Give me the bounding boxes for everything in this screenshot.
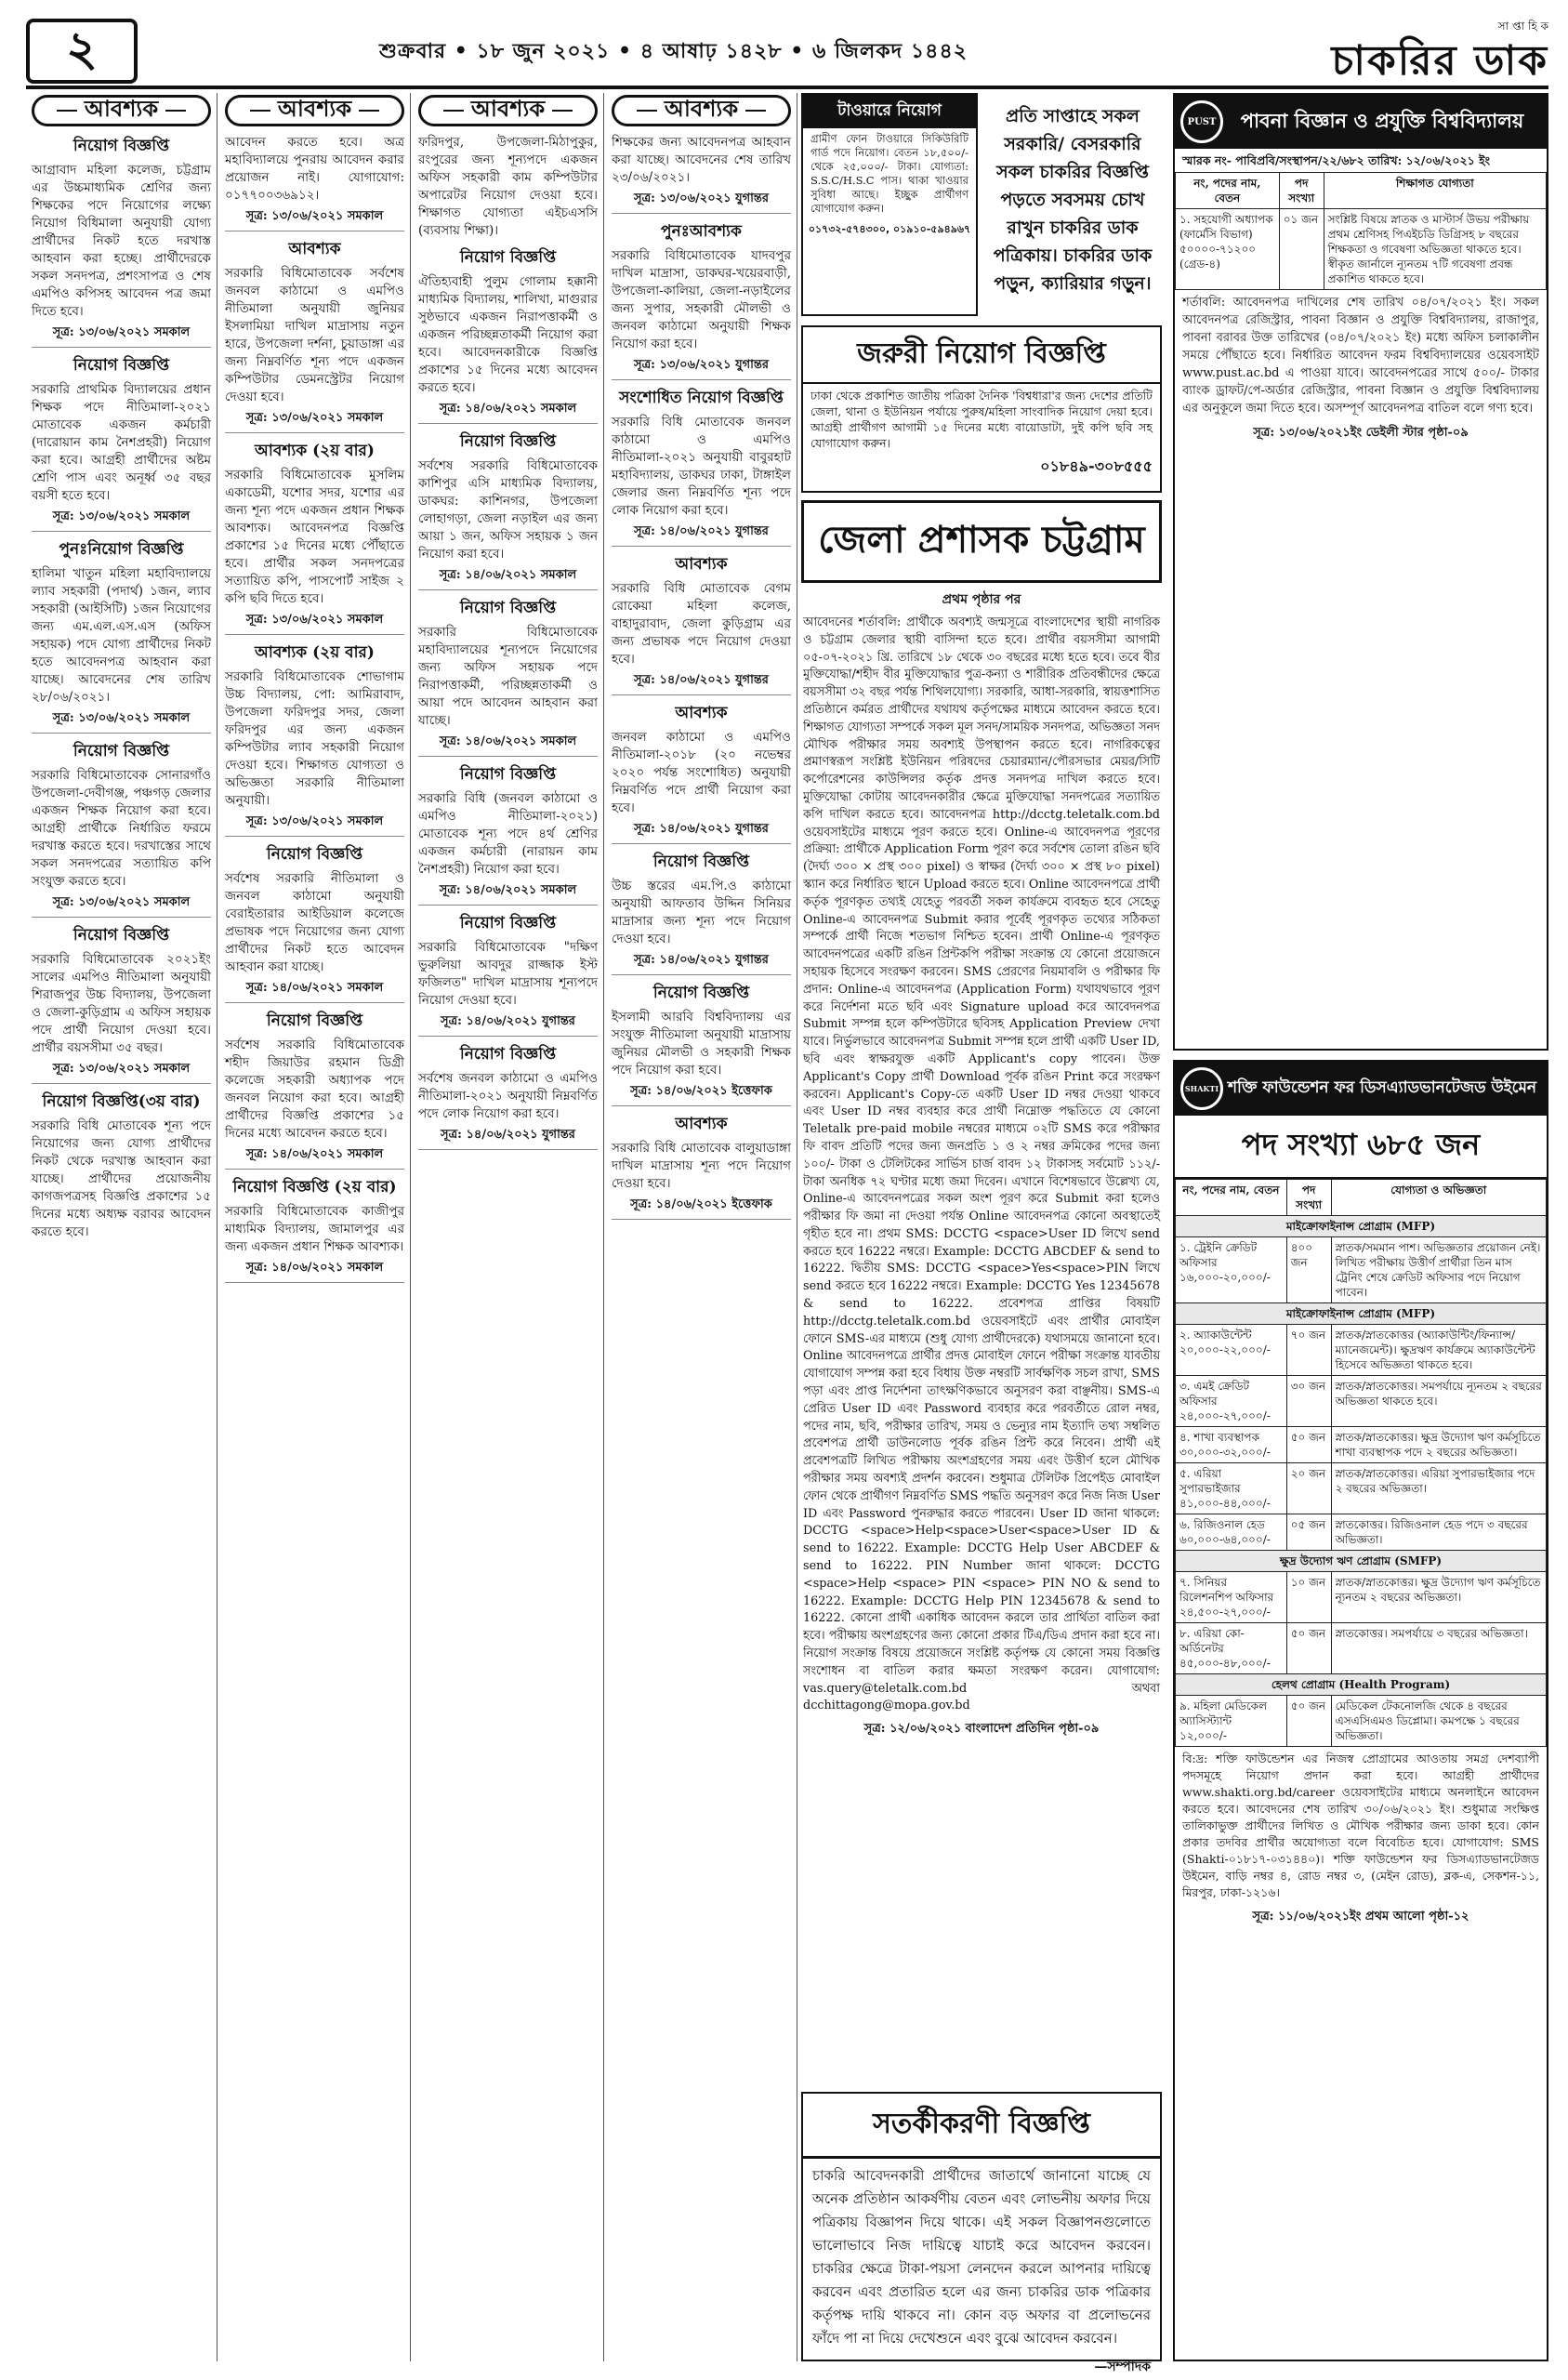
masthead-rule bbox=[26, 86, 1548, 89]
urgent-body: ঢাকা থেকে প্রকাশিত জাতীয় পত্রিকা দৈনিক 'বিশ্বধারা'র জন্য দেশের প্রতিটি জেলা, থানা ও ইউনিয়ন পর্যায়ে পুরুষ/মহিলা সাংবাদিক নিয়োগ দেয়া হবে। আগ্রহী প্রার্থীগণ আগামী ১৫ দিনের মধ্যে বায়োডাটা, দুই কপি ছবি সহ যোগাযোগ করুন। bbox=[810, 389, 1153, 450]
column-notices bbox=[225, 134, 404, 1283]
post-cell: ৫. এরিয়া সুপারভাইজার ৪১,০০০-৪৪,০০০/- bbox=[1176, 1463, 1287, 1514]
classified-notice bbox=[32, 1090, 211, 1241]
classified-notice bbox=[612, 552, 791, 695]
notice-title: আবশ্যক bbox=[675, 1115, 728, 1133]
notice-body: সরকারি বিধিমোতাবেক কাজীপুর মাধ্যমিক বিদ্যালয়, জামালপুর এর জন্য একজন প্রধান শিক্ষক আবশ্যক। bbox=[225, 1204, 404, 1254]
qualification-cell: সংশ্লিষ্ট বিষয়ে স্নাতক ও মাস্টার্স উভয় পরীক্ষায় প্রথম শ্রেণিসহ পিএইচডি ডিগ্রিসহ ৮ বছরের শিক্ষকতা ও গবেষণা অভিজ্ঞতা থাকতে হবে। স্বীকৃত জার্নালে ন্যূনতম ৭টি গবেষণা প্রবন্ধ প্রকাশিত থাকতে হবে। bbox=[1324, 209, 1546, 290]
notice-source: সূত্র: ১৩/০৬/২০২১ সমকাল bbox=[32, 709, 211, 734]
brand bbox=[1270, 19, 1548, 84]
notice-source: সূত্র: ১৩/০৬/২০২১ সমকাল bbox=[32, 508, 211, 532]
notice-source: সূত্র: ১৩/০৬/২০২১ সমকাল bbox=[32, 1060, 211, 1084]
notice-title: নিয়োগ বিজ্ঞপ্তি bbox=[459, 914, 557, 932]
classified-notice bbox=[418, 762, 598, 906]
table-row bbox=[1176, 1514, 1547, 1551]
column-1 bbox=[26, 93, 217, 2361]
column-notices bbox=[612, 134, 791, 1220]
notice-body: শিক্ষকের জন্য আবেদনপত্র আহবান করা যাচ্ছে। আবেদনের শেষ তারিখ ২৩/০৬/২০২১। bbox=[612, 135, 791, 185]
group-name-cell: হেলথ প্রোগ্রাম (Health Program) bbox=[1176, 1674, 1547, 1696]
classified-notice bbox=[418, 1042, 598, 1150]
urgent-notice bbox=[801, 325, 1162, 493]
classified-notice bbox=[225, 237, 404, 433]
shakti-notice bbox=[1173, 1060, 1548, 2361]
notice-title: নিয়োগ বিজ্ঞপ্তি bbox=[266, 845, 363, 864]
notice-body: সরকারি বিধিমোতাবেক শোভাগাম উচ্চ বিদ্যালয়, পো: আমিরাবাদ, উপজেলা ফরিদপুর সদর, জেলা ফরিদপুর এর জন্য একজন কম্পিউটার ল্যাব সহকারী নিয়োগ দেওয়া হবে। শিক্ষাগত যোগ্যতা ও অভিজ্ঞতা সরকারি নীতিমালা অনুযায়ী। bbox=[225, 669, 404, 808]
notice-body: সরকারি বিধি (জনবল কাঠামো ও এমপিও নীতিমালা-২০২১) মোতাবেক শূন্য পদে ৪র্থ শ্রেণির একজন কর্মচারী (নারায়ন কাম নৈশপ্রহরী) নিয়োগ করা হবে। bbox=[418, 791, 598, 877]
table-row bbox=[1176, 1696, 1547, 1747]
table-row bbox=[1176, 1376, 1547, 1427]
notice-title: আবশ্যক bbox=[288, 240, 341, 258]
column-header: আবশ্যক bbox=[612, 95, 791, 126]
notice-title: নিয়োগ বিজ্ঞপ্তি bbox=[459, 599, 557, 617]
notice-source: সূত্র: ১৪/০৬/২০২১ সমকাল bbox=[418, 881, 598, 906]
post-cell: ৪. শাখা ব্যবস্থাপক ৩০,০০০-৩২,০০০/- bbox=[1176, 1427, 1287, 1463]
table-header: নং, পদের নাম, বেতন bbox=[1176, 173, 1280, 209]
notice-title: নিয়োগ বিজ্ঞপ্তি bbox=[652, 853, 750, 871]
classified-notice bbox=[418, 911, 598, 1037]
notice-title: নিয়োগ বিজ্ঞপ্তি bbox=[652, 984, 750, 1002]
table-row bbox=[1176, 1463, 1547, 1514]
post-cell: ২. অ্যাকাউন্টেন্ট ২০,০০০-২২,০০০/- bbox=[1176, 1325, 1287, 1376]
qualification-cell: স্নাতক/স্নাতকোত্তর। এরিয়া সুপারভাইজার পদে ২ বছরের অভিজ্ঞতা। bbox=[1331, 1463, 1546, 1514]
table-header-row bbox=[1176, 1180, 1547, 1216]
tower-ad-body: গ্রামীণ ফোন টাওয়ারে সিকিউরিটি গার্ড পদে নিয়োগ। বেতন ১৮,৫০০/- থেকে ২৫,০০০/- টাকা। যোগ্যতা: S.S.C/H.S.C পাস। থাকা খাওয়ার সুবিধা আছে। ইচ্ছুক প্রার্থীগণ যোগাযোগ করুন। bbox=[810, 132, 968, 215]
notice-title: আবশ্যক bbox=[675, 555, 728, 574]
post-cell: ৬. রিজিওনাল হেড ৬০,০০০-৬৪,০০০/- bbox=[1176, 1514, 1287, 1551]
notice-source: সূত্র: ১৪/০৬/২০২১ সমকাল bbox=[418, 400, 598, 424]
post-cell: ১. ট্রেইনি ক্রেডিট অফিসার ১৬,০০০-২০,০০০/- bbox=[1176, 1237, 1287, 1303]
notice-source: সূত্র: ১৩/০৬/২০২১ সমকাল bbox=[225, 611, 404, 635]
notice-source: সূত্র: ১৪/০৬/২০২১ সমকাল bbox=[225, 979, 404, 1003]
shakti-body: বি:দ্র: শক্তি ফাউন্ডেশন এর নিজস্ব প্রোগ্রামের আওতায় সমগ্র দেশব্যাপী পদসমূহে নিয়োগ প্রদান করা হবে। আগ্রহী প্রার্থীদের www.shakti.org.bd/career ওয়েবসাইটের মাধ্যমে অনলাইনে আবেদন করতে হবে। আবেদনের শেষ তারিখ ৩০/০৬/২০২১ ইং। শুধুমাত্র সংক্ষিপ্ত তালিকাভুক্ত প্রার্থীদের লিখিত ও মৌখিক পরীক্ষার জন্য ডাকা হবে। কোন প্রকার তদবির প্রার্থীর অযোগ্যতা বলে বিবেচিত হবে। যোগাযোগ: SMS (Shakti-০১৮১৭-০৩১৪৪০)। শক্তি ফাউন্ডেশন ফর ডিসএ্যাডভানটেজড উইমেন, বাড়ি নম্বর ৪, রোড নম্বর ৩, (মেইন রোড), ব্লক-এ, সেকশন-১১, মিরপুর, ঢাকা-১২১৬। bbox=[1182, 1752, 1539, 1899]
brand-logo: চাকরির ডাক bbox=[1331, 37, 1548, 85]
notice-source: সূত্র: ১৩/০৬/২০২১ যুগান্তর bbox=[612, 190, 791, 214]
post-cell: ৮. এরিয়া কো-অর্ডিনেটর ৪৫,০০০-৪৮,০০০/- bbox=[1176, 1623, 1287, 1674]
notice-body: সর্বশেষ সরকারি বিধিমোতাবেক শহীদ জিয়াউর রহমান ডিগ্রী কলেজে সহকারী অধ্যাপক পদে জনবল নিয়োগ করা হবে। আগ্রহী প্রার্থীদের বিজ্ঞপ্তি প্রকাশের ১৫ দিনের মধ্যে আবেদন করতে হবে। bbox=[225, 1038, 404, 1141]
table-row bbox=[1176, 1572, 1547, 1623]
notice-source: সূত্র: ১৪/০৬/২০২১ যুগান্তর bbox=[612, 820, 791, 844]
classified-notice bbox=[225, 842, 404, 1003]
dateline: শুক্রবার • ১৮ জুন ২০২১ • ৪ আষাঢ় ১৪২৮ • ৬ জিলকদ ১৪৪২ bbox=[379, 39, 968, 63]
notice-body: হালিমা খাতুন মহিলা মহাবিদ্যালয়ে ল্যাব সহকারী (পদার্থ) ১জন, ল্যাব সহকারী (আইসিটি) ১জন নিয়োগের জন্য এম.এল.এস.এস (অফিস সহায়ক) পদে যোগ্য প্রার্থীদের নিকট হতে আবেদনপত্র আহবান করা যাচ্ছে। আবেদনের শেষ তারিখ ২৮/০৬/২০২১। bbox=[32, 566, 211, 705]
notice-source: সূত্র: ১৪/০৬/২০২১ সমকাল bbox=[225, 1259, 404, 1283]
classified-notice bbox=[418, 134, 598, 240]
notice-body: ফরিদপুর, উপজেলা-মিঠাপুকুর, রংপুরের জন্য শূন্যপদে একজন অফিস সহকারী কাম কম্পিউটার অপারেটর নিয়োগ দেওয়া হবে। শিক্ষাগত যোগ্যতা এইচএসসি (ব্যবসায় শিক্ষা)। bbox=[418, 135, 598, 238]
classified-notice bbox=[418, 245, 598, 424]
classified-notice bbox=[225, 641, 404, 837]
shakti-source: সূত্র: ১১/০৬/২০২১ইং প্রথম আলো পৃষ্ঠা-১২ bbox=[1252, 1910, 1469, 1924]
promo-text: প্রতি সাপ্তাহে সকল সরকারি/ বেসরকারি সকল চাকরির বিজ্ঞপ্তি পড়তে সবসময় চোখ রাখুন চাকরির ডাক পত্রিকায়। চাকরির ডাক পড়ুন, ক্যারিয়ার গড়ুন। bbox=[993, 106, 1153, 294]
notice-title: আবশ্যক (২য় বার) bbox=[255, 643, 375, 662]
classified-notice bbox=[612, 1112, 791, 1220]
table-header: শিক্ষাগত যোগ্যতা bbox=[1324, 173, 1546, 209]
post-cell: ৯. মহিলা মেডিকেল অ্যাসিস্ট্যান্ট ১২,০০০/- bbox=[1176, 1696, 1287, 1747]
notice-body: উচ্চ স্তরের এম.পি.ও কাঠামো অনুযায়ী আফতাব উদ্দিন সিনিয়র মাদ্রাসার জন্য শূন্য পদে নিয়োগ দেওয়া হবে। bbox=[612, 879, 791, 946]
classified-notice bbox=[32, 134, 211, 348]
pust-header bbox=[1175, 95, 1547, 149]
notice-source: সূত্র: ১৪/০৬/২০২১ যুগান্তর bbox=[418, 1012, 598, 1037]
classified-notice bbox=[32, 739, 211, 918]
notice-title: নিয়োগ বিজ্ঞপ্তি bbox=[459, 765, 557, 784]
column-2 bbox=[219, 93, 411, 2361]
notice-body: সরকারি বিধি মোতাবেক বেগম রোকেয়া মহিলা কলেজ, বাহাদুরাবাদ, জেলা কুড়িগ্রাম এর জন্য প্রভাষক পদে নিয়োগ দেওয়া হবে। bbox=[612, 581, 791, 667]
notice-source: সূত্র: ১৪/০৬/২০২১ যুগান্তর bbox=[612, 522, 791, 547]
classified-notice bbox=[612, 219, 791, 380]
table-row bbox=[1176, 209, 1547, 290]
notice-body: আগ্রাবাদ মহিলা কলেজ, চট্টগ্রাম এর উচ্চমাধ্যমিক শ্রেণির জন্য শিক্ষকের পদে নিয়োগের লক্ষ্যে নিয়োগ বিধিমালা অনুযায়ী যোগ্য প্রার্থীদের নিকট হতে দরখাস্ত আহবান করা হচ্ছে। প্রার্থীদেরকে সকল সনদপত্র, প্রশংসাপত্র ও শেষ এমপিও কপিসহ আবেদন পত্র জমা দিতে হবে। bbox=[32, 163, 211, 319]
notice-source: সূত্র: ১৪/০৬/২০২১ ইত্তেফাক bbox=[612, 1082, 791, 1106]
tower-ad-title: টাওয়ারে নিয়োগ bbox=[803, 95, 976, 128]
count-cell: ৫০ জন bbox=[1286, 1623, 1331, 1674]
column-header: আবশ্যক bbox=[225, 95, 404, 126]
notice-body: সর্বশেষ জনবল কাঠামো ও এমপিও নীতিমালা-২০২১ অনুযায়ী নিম্নবর্ণিত পদে লোক নিয়োগ করা হবে। bbox=[418, 1071, 598, 1121]
group-name-cell: ক্ষুদ্র উদ্যোগ ঋণ প্রোগ্রাম (SMFP) bbox=[1176, 1551, 1547, 1572]
pust-source: সূত্র: ১৩/০৬/২০২১ইং ডেইলী স্টার পৃষ্ঠা-০৯ bbox=[1253, 426, 1469, 440]
classified-notice bbox=[32, 537, 211, 734]
shakti-headline: পদ সংখ্যা ৬৮৫ জন bbox=[1175, 1116, 1547, 1179]
promo-box bbox=[983, 93, 1162, 316]
pust-notice bbox=[1173, 93, 1548, 1051]
count-cell: ০১ জন bbox=[1279, 209, 1324, 290]
count-cell: ২০ জন bbox=[1286, 1463, 1331, 1514]
notice-body: সর্বশেষ সরকারি বিধিমোতাবেক কাশিপুর এসি মাধ্যমিক বিদ্যালয়, ডাকঘর: কাশিনগর, উপজেলা লোহাগড়া, জেলা নড়াইল এর জন্য আয়া ১ জন, অফিস সহায়ক ১ জন নিয়োগ করা হবে। bbox=[418, 458, 598, 562]
notice-source: সূত্র: ১৩/০৬/২০২১ সমকাল bbox=[225, 409, 404, 433]
column-header: আবশ্যক bbox=[32, 95, 211, 126]
notice-body: সরকারি বিধিমোতাবেক মহাবিদ্যালয়ের শূন্যপদে নিয়োগের জন্য অফিস সহায়ক পদে নিরাপত্তাকর্মী, পরিচ্ছন্নতাকর্মী ও আয়া পদে আবেদন আহবান করা যাচ্ছে। bbox=[418, 625, 598, 728]
table-header-row bbox=[1176, 173, 1547, 209]
urgent-title: জরুরী নিয়োগ বিজ্ঞপ্তি bbox=[803, 327, 1160, 384]
count-cell: ৫০ জন bbox=[1286, 1427, 1331, 1463]
shakti-header bbox=[1175, 1062, 1547, 1116]
table-group-row bbox=[1176, 1674, 1547, 1696]
classified-notice bbox=[225, 439, 404, 635]
notice-source: সূত্র: ১৪/০৬/২০২১ যুগান্তর bbox=[612, 671, 791, 695]
notice-title: নিয়োগ বিজ্ঞপ্তি(৩য় বার) bbox=[42, 1092, 201, 1111]
dc-chittagong-notice bbox=[801, 500, 1162, 2081]
table-row bbox=[1176, 1237, 1547, 1303]
notice-source: সূত্র: ১৪/০৬/২০২১ সমকাল bbox=[225, 1145, 404, 1170]
notice-title: আবশ্যক bbox=[675, 704, 728, 722]
page-number: ২ bbox=[26, 19, 138, 84]
table-group-row bbox=[1176, 1551, 1547, 1572]
classified-notice bbox=[612, 981, 791, 1106]
classified-notice bbox=[225, 134, 404, 231]
notice-body: আবেদন করতে হবে। অত্র মহাবিদ্যালয়ে পুনরায় আবেদন করার প্রয়োজন নাই। যোগাযোগ: ০১৭৭০০৩৬৯১২। bbox=[225, 135, 404, 203]
notice-title: নিয়োগ বিজ্ঞপ্তি bbox=[459, 1045, 557, 1064]
table-group-row bbox=[1176, 1303, 1547, 1325]
post-cell: ১. সহযোগী অধ্যাপক (ফার্মেসি বিভাগ) ৫০০০০-৭১২০০ (গ্রেড-৪) bbox=[1176, 209, 1280, 290]
dc-body: আবেদনের শর্তাবলি: প্রার্থীকে অবশ্যই জন্মসূত্রে বাংলাদেশের স্থায়ী নাগরিক ও চট্টগ্রাম জেলার স্থায়ী বাসিন্দা হতে হবে। প্রার্থীর বয়সসীমা আগামী ০৫-০৭-২০২১ খ্রি. তারিখে ১৮ থেকে ৩০ বছরের মধ্যে হতে হবে। তবে বীর মুক্তিযোদ্ধা/শহীদ বীর মুক্তিযোদ্ধার পুত্র-কন্যা ও শারীরিক প্রতিবন্ধীদের ক্ষেত্রে বয়সসীমা ৩২ বছর পর্যন্ত শিথিলযোগ্য। সরকারি, আধা-সরকারি, স্বায়ত্তশাসিত প্রতিষ্ঠানে কর্মরত প্রার্থীদের যথাযথ কর্তৃপক্ষের মাধ্যমে আবেদন করতে হবে। শিক্ষাগত যোগ্যতা সম্পর্কে সকল মূল সনদ/সাময়িক সনদপত্র, অভিজ্ঞতা সনদ মৌখিক পরীক্ষার সময় অবশ্যই উপস্থাপন করতে হবে। নাগরিকত্বের প্রমাণস্বরূপ সংশ্লিষ্ট ইউনিয়ন পরিষদের চেয়ারম্যান/পৌরসভার মেয়র/সিটি কর্পোরেশনের কাউন্সিলর কর্তৃক প্রদত্ত সনদপত্র দাখিল করতে হবে। মুক্তিযোদ্ধা কোটায় আবেদনকারীর ক্ষেত্রে মুক্তিযোদ্ধা সনদপত্রের সত্যায়িত কপি দাখিল করতে হবে। আবেদনপত্র http://dcctg.teletalk.com.bd ওয়েবসাইটের মাধ্যমে পূরণ করতে হবে। Online-এ আবেদনপত্র পূরণের প্রক্রিয়া: প্রার্থীকে Application Form পূরণ করে সর্বশেষ তোলা রঙিন ছবি (দৈর্ঘ্য ৩০০ × প্রস্থ ৩০০ pixel) ও স্বাক্ষর (দৈর্ঘ্য ৩০০ × প্রস্থ ৮০ pixel) স্ক্যান করে নির্ধারিত স্থানে Upload করতে হবে। Online আবেদনপত্রে প্রার্থী কর্তৃক পূরণকৃত তথ্যই যেহেতু পরবর্তী সকল কার্যক্রমে ব্যবহৃত হবে সেহেতু Online-এ আবেদনপত্র Submit করার পূর্বেই পূরণকৃত তথ্যের সঠিকতা সম্পর্কে প্রার্থী নিজে শতভাগ নিশ্চিত হবেন। প্রার্থী Online-এ পূরণকৃত আবেদনপত্রের একটি রঙিন প্রিন্টকপি পরীক্ষা সংক্রান্ত যে কোনো প্রয়োজনে সহায়ক হিসেবে সংরক্ষণ করবেন। SMS প্রেরণের নিয়মাবলি ও পরীক্ষার ফি প্রদান: Online-এ আবেদনপত্র (Application Form) যথাযথভাবে পূরণ করে নির্দেশনা মতে ছবি এবং Signature upload করে আবেদনপত্র Submit সম্পন্ন হলে কম্পিউটারে ছবিসহ Application Preview দেখা যাবে। নির্ভুলভাবে আবেদনপত্র Submit সম্পন্ন হলে প্রার্থী একটি User ID, ছবি এবং স্বাক্ষরযুক্ত একটি Applicant's copy পাবেন। উক্ত Applicant's Copy প্রার্থী Download পূর্বক রঙিন Print করে সংরক্ষণ করবেন। Applicant's Copy-তে একটি User ID নম্বর দেওয়া থাকবে এবং User ID নম্বর ব্যবহার করে প্রার্থী নিম্নোক্ত পদ্ধতিতে যে কোনো Teletalk pre-paid mobile নম্বরের মাধ্যমে ০২টি SMS করে পরীক্ষার ফি বাবদ প্রতিটি পদের জন্য জনপ্রতি ১ ও ২ নম্বর ক্রমিকের পদের জন্য ১০০/- টাকা ও টেলিটকের সার্ভিস চার্জ বাবদ ১২ টাকাসহ সর্বমোট ১১২/- টাকা অনধিক ৭২ ঘণ্টার মধ্যে জমা দিবেন। এখানে বিশেষভাবে উল্লেখ্য যে, Online-এ আবেদনপত্রের সকল অংশ পূরণ করে Submit করা হলেও পরীক্ষার ফি জমা না দেওয়া পর্যন্ত Online আবেদনপত্র কোনো অবস্থাতেই গৃহীত হবে না। প্রথম SMS: DCCTG <space>User ID লিখে send করতে হবে 16222 নম্বরে। Example: DCCTG ABCDEF & send to 16222. দ্বিতীয় SMS: DCCTG <space>Yes<space>PIN লিখে send করতে হবে 16222 নম্বরে। Example: DCCTG Yes 12345678 & send to 16222. প্রবেশপত্র প্রাপ্তির বিষয়টি http://dcctg.teletalk.com.bd ওয়েবসাইটে এবং প্রার্থীর মোবাইল ফোনে SMS-এর মাধ্যমে (শুধু যোগ্য প্রার্থীদেরকে) যথাসময়ে জানানো হবে। Online আবেদনপত্রে প্রার্থীর প্রদত্ত মোবাইল ফোনে পরীক্ষা সংক্রান্ত যাবতীয় যোগাযোগ সম্পন্ন করা হবে বিধায় উক্ত নম্বরটি সার্বক্ষণিক সচল রাখা, SMS পড়া এবং প্রাপ্ত নির্দেশনা তাৎক্ষণিকভাবে অনুসরণ করা বাঞ্ছনীয়। SMS-এ প্রেরিত User ID এবং Password ব্যবহার করে পরবর্তীতে রোল নম্বর, পদের নাম, ছবি, পরীক্ষার তারিখ, সময় ও ভেন্যুর নাম ইত্যাদি তথ্য সম্বলিত প্রবেশপত্র প্রার্থী ডাউনলোড পূর্বক রঙিন প্রিন্ট করে নিবেন। প্রার্থী এই প্রবেশপত্রটি লিখিত পরীক্ষায় অংশগ্রহণের সময় এবং উত্তীর্ণ হলে মৌখিক পরীক্ষার সময় অবশ্যই প্রদর্শন করবেন। শুধুমাত্র টেলিটক প্রিপেইড মোবাইল ফোন থেকে প্রার্থীগণ নিম্নবর্ণিত SMS পদ্ধতি অনুসরণ করে নিজ নিজ User ID এবং Password পুনরুদ্ধার করতে পারবেন। User ID জানা থাকলে: DCCTG <space>Help<space>User<space>User ID & send to 16222. Example: DCCTG Help User ABCDEF & send to 16222. PIN Number জানা থাকলে: DCCTG <space>Help <space> PIN <space> PIN NO & send to 16222. Example: DCCTG Help PIN 12345678 & send to 16222. কোনো প্রার্থী একাধিক আবেদন করলে তার প্রার্থিতা বাতিল করা হবে। পরীক্ষায় অংশগ্রহণের জন্য কোনো প্রকার টিএ/ডিএ প্রদান করা হবে না। নিয়োগ সংক্রান্ত বিষয়ে প্রয়োজনে সংশ্লিষ্ট কর্তৃপক্ষ যে কোনো সময় বিজ্ঞপ্তি সংশোধন বা বাতিল করার ক্ষমতা সংরক্ষণ করেন। যোগাযোগ: vas.query@teletalk.com.bd অথবা dcchittagong@mopa.gov.bd bbox=[803, 615, 1160, 1713]
classified-notice bbox=[612, 386, 791, 547]
column-header: আবশ্যক bbox=[418, 95, 598, 126]
table-group-row bbox=[1176, 1216, 1547, 1237]
table-row bbox=[1176, 1325, 1547, 1376]
tower-ad-contact: ০১৭৩২-৫৭৪৩০০, ০১৯১০-৫৯৪৯৬৭ bbox=[808, 223, 971, 235]
notice-title: আবশ্যক (২য় বার) bbox=[255, 442, 375, 460]
urgent-contact: ০১৮৪৯-৩০৮৫৫৫ bbox=[1040, 457, 1153, 475]
table-row bbox=[1176, 1427, 1547, 1463]
notice-source: সূত্র: ১৪/০৬/২০২১ যুগান্তর bbox=[418, 1126, 598, 1150]
notice-source: সূত্র: ১৪/০৬/২০২১ সমকাল bbox=[418, 566, 598, 590]
notice-title: পুনঃনিয়োগ বিজ্ঞপ্তি bbox=[59, 540, 184, 559]
notice-title: পুনঃআবশ্যক bbox=[661, 222, 742, 241]
qualification-cell: স্নাতকোত্তর। রিজিওনাল হেড পদে ৩ বছরের অভিজ্ঞতা। bbox=[1331, 1514, 1546, 1551]
notice-body: সরকারি বিধিমোতাবেক মুসলিম একাডেমী, যশোর সদর, যশোর এর জন্য শূন্য পদে একজন প্রধান শিক্ষক আবশ্যক। আবেদনপত্র বিজ্ঞপ্তি প্রকাশের ১৫ দিনের মধ্যে পৌঁছাতে হবে। প্রার্থীর সকল সনদপত্রের সত্যায়িত কপি, পাসপোর্ট সাইজ ২ কপি ছবি দিতে হবে। bbox=[225, 468, 404, 606]
warning-sign: —সম্পাদক bbox=[1094, 2360, 1151, 2374]
warning-title: সতর্কীকরণী বিজ্ঞপ্তি bbox=[803, 2094, 1160, 2159]
notice-body: সরকারি বিধি মোতাবেক শূন্য পদে নিয়োগের জন্য যোগ্য প্রার্থীদের নিকট থেকে দরখাস্ত আহবান করা যাচ্ছে। প্রার্থীদের প্রয়োজনীয় কাগজপত্রসহ বিজ্ঞপ্তি প্রকাশের ১৫ দিনের মধ্যে অধ্যক্ষ বরাবর আবেদন করতে হবে। bbox=[32, 1118, 211, 1239]
notice-body: সরকারি বিধিমোতাবেক "দক্ষিণ ভুরুলিয়া আবদুর রাজ্জাক ইস্ট ফজিলত" দাখিল মাদ্রাসায় শূন্যপদে নিয়োগ দেওয়া হবে। bbox=[418, 940, 598, 1008]
notice-body: ঐতিহ্যবাহী পুলুম গোলাম হক্কানী মাধ্যমিক বিদ্যালয়, শালিখা, মাগুরার সুষ্ঠভাবে একজন নিরাপত্তাকর্মী ও একজন পরিচ্ছন্নতাকর্মী নিয়োগ করা হবে। আবেদনকারীকে বিজ্ঞপ্তি প্রকাশের ১৫ দিনের মধ্যে আবেদন করতে হবে। bbox=[418, 274, 598, 395]
pust-table bbox=[1175, 172, 1547, 290]
notice-source: সূত্র: ১৩/০৬/২০২১ যুগান্তর bbox=[612, 356, 791, 380]
qualification-cell: স্নাতক/স্নাতকোত্তর। ক্ষুদ্র উদ্যোগ ঋণ কর্মসূচিতে ন্যূনতম ২ বছরের অভিজ্ঞতা। bbox=[1331, 1572, 1546, 1623]
shakti-title: শক্তি ফাউন্ডেশন ফর ডিসএ্যাডভানটেজড উইমেন bbox=[1227, 1078, 1537, 1097]
pust-memo: স্মারক নং- পাবিপ্রবি/সংস্থাপন/২২/৬৮২ তারিখ: ১২/০৬/২০২১ ইং bbox=[1182, 153, 1490, 167]
notice-title: নিয়োগ বিজ্ঞপ্তি bbox=[72, 356, 170, 375]
shakti-table bbox=[1175, 1179, 1547, 1747]
notice-source: সূত্র: ১৩/০৬/২০২১ সমকাল bbox=[225, 207, 404, 231]
table-header: যোগ্যতা ও অভিজ্ঞতা bbox=[1331, 1180, 1546, 1216]
pust-logo-icon: PUST bbox=[1180, 100, 1223, 143]
count-cell: ০৫ জন bbox=[1286, 1514, 1331, 1551]
dc-source: সূত্র: ১২/০৬/২০২১ বাংলাদেশ প্রতিদিন পৃষ্ঠা-০৯ bbox=[863, 1722, 1100, 1737]
notice-body: ইসলামী আরবি বিশ্ববিদ্যালয় এর সংযুক্ত নীতিমালা অনুযায়ী মাদ্রাসায় জুনিয়র মৌলভী ও সহকারী শিক্ষক পদে নিয়োগ করা হবে। bbox=[612, 1010, 791, 1078]
dc-subtitle: প্রথম পৃষ্ঠার পর bbox=[942, 592, 1021, 607]
notice-source: সূত্র: ১৩/০৬/২০২১ সমকাল bbox=[225, 813, 404, 837]
notice-source: সূত্র: ১৩/০৬/২০২১ সমকাল bbox=[32, 893, 211, 918]
pust-body: শর্তাবলি: আবেদনপত্র দাখিলের শেষ তারিখ ০৪/০৭/২০২১ ইং। সকল আবেদনপত্র রেজিস্ট্রার, পাবনা বিজ্ঞান ও প্রযুক্তি বিশ্ববিদ্যালয়, রাজাপুর, পাবনা বরাবর উক্ত তারিখের (০৪/০৭/২০২১ ইং) মধ্যে অফিস চলাকালীন সময়ে পৌঁছাতে হবে। নির্ধারিত আবেদন ফরম বিশ্ববিদ্যালয়ের ওয়েবসাইট www.pust.ac.bd এ পাওয়া যাবে। আবেদনপত্রের সাথে ৫০০/- টাকার ব্যাংক ড্রাফট/পে-অর্ডার রেজিস্ট্রার, পাবনা বিজ্ঞান ও প্রযুক্তি বিশ্ববিদ্যালয় এর অনুকূলে জমা দিতে হবে। অসম্পূর্ণ আবেদনপত্র বাতিল বলে গণ্য হবে। bbox=[1182, 296, 1539, 416]
notice-title: নিয়োগ বিজ্ঞপ্তি bbox=[266, 1012, 363, 1030]
classified-notice bbox=[612, 701, 791, 844]
brand-tagline: সা প্তা হি ক bbox=[1497, 20, 1548, 33]
group-name-cell: মাইক্রোফাইনান্স প্রোগ্রাম (MFP) bbox=[1176, 1303, 1547, 1325]
qualification-cell: স্নাতক/সমমান পাশ। অভিজ্ঞতার প্রয়োজন নেই। লিখিত পরীক্ষায় উত্তীর্ণ প্রার্থীরা তিন মাস ট্রেনিং শেষে ক্রেডিট অফিসার পদে নিয়োগ পাবেন। bbox=[1331, 1237, 1546, 1303]
notice-title: নিয়োগ বিজ্ঞপ্তি bbox=[72, 137, 170, 155]
post-cell: ৩. এমই ক্রেডিট অফিসার ২৪,০০০-২৭,০০০/- bbox=[1176, 1376, 1287, 1427]
qualification-cell: মেডিকেল টেকনোলজি থেকে ৪ বছরের এসএসিএমও ডিপ্লোমা। কমপক্ষে ১ বছরের অভিজ্ঞতা। bbox=[1331, 1696, 1546, 1747]
table-header: পদ সংখ্যা bbox=[1279, 173, 1324, 209]
pust-title: পাবনা বিজ্ঞান ও প্রযুক্তি বিশ্ববিদ্যালয় bbox=[1240, 109, 1524, 132]
column-3 bbox=[413, 93, 604, 2361]
post-cell: ৭. সিনিয়র রিলেশনশিপ অফিসার ২৪,৫০০-২৭,০০০/- bbox=[1176, 1572, 1287, 1623]
qualification-cell: স্নাতক/স্নাতকোত্তর। সমপর্যায়ে ন্যূনতম ২ বছরের অভিজ্ঞতা থাকতে হবে। bbox=[1331, 1376, 1546, 1427]
table-header: পদ সংখ্যা bbox=[1286, 1180, 1331, 1216]
classified-notice bbox=[32, 923, 211, 1084]
notice-source: সূত্র: ১৪/০৬/২০২১ সমকাল bbox=[418, 733, 598, 757]
notice-body: সর্বশেষ সরকারি নীতিমালা ও জনবল কাঠামো অনুযায়ী বেরাইতারার আইডিয়াল কলেজে প্রভাষক পদে নিয়োগের জন্য যোগ্য প্রার্থীদের নিকট হতে আবেদন আহবান করা যাচ্ছে। bbox=[225, 871, 404, 974]
masthead bbox=[26, 19, 1548, 84]
group-name-cell: মাইক্রোফাইনান্স প্রোগ্রাম (MFP) bbox=[1176, 1216, 1547, 1237]
shakti-logo-icon: SHAKTI bbox=[1180, 1067, 1223, 1110]
column-notices bbox=[32, 134, 211, 1241]
notice-body: সরকারি প্রাথমিক বিদ্যালয়ের প্রধান শিক্ষক পদে নীতিমালা-২০২১ মোতাবেক একজন কর্মচারী (দারোয়ান কাম নৈশপ্রহরী) নিয়োগ করা হবে। আগ্রহী প্রার্থীদের অষ্টম শ্রেণি পাস এবং অনূর্ধ্ব ৩৫ বছর বয়সী হতে হবে। bbox=[32, 382, 211, 503]
notice-body: সরকারি বিধিমোতাবেক ২০২১ইং সালের এমপিও নীতিমালা অনুযায়ী শিরাজপুর উচ্চ বিদ্যালয়, উপজেলা ও জেলা-কুড়িগ্রাম এ অফিস সহায়ক পদে প্রার্থী নিয়োগ দেওয়া হবে। প্রার্থীর বয়সসীমা ৩৫ বছর। bbox=[32, 952, 211, 1055]
dc-title: জেলা প্রশাসক চট্টগ্রাম bbox=[801, 500, 1162, 583]
notice-source: সূত্র: ১৩/০৬/২০২১ সমকাল bbox=[32, 324, 211, 348]
classified-notice bbox=[418, 430, 598, 590]
notice-body: সরকারি বিধি মোতাবেক বালুয়াডাঙ্গা দাখিল মাদ্রাসায় শূন্য পদে নিয়োগ দেওয়া হবে। bbox=[612, 1141, 791, 1191]
column-notices bbox=[418, 134, 598, 1150]
notice-title: নিয়োগ বিজ্ঞপ্তি (২য় বার) bbox=[232, 1178, 397, 1197]
warning-body: চাকরি আবেদনকারী প্রার্থীদের জাতার্থে জানানো যাচ্ছে যে অনেক প্রতিষ্ঠান আকর্ষণীয় বেতন এবং লোভনীয় অফার দিয়ে পত্রিকায় বিজ্ঞাপন দিয়ে থাকে। এই সকল বিজ্ঞাপনগুলোতে ভালোভাবে নিজ দায়িত্বে যাচাই করে আবেদন করবেন। চাকরির ক্ষেত্রে টাকা-পয়সা লেনদেন করলে আপনার দায়িত্বে করবেন এবং প্রতারিত হলে এর জন্য চাকরির ডাক পত্রিকার কর্তৃপক্ষ দায়ি থাকবে না। কোন বড় অফার বা প্রলোভনের ফাঁদে পা না দিয়ে দেখেশুনে এবং বুঝে আবেদন করবেন। bbox=[812, 2167, 1151, 2347]
notice-title: নিয়োগ বিজ্ঞপ্তি bbox=[72, 926, 170, 945]
notice-source: সূত্র: ১৪/০৬/২০২১ ইত্তেফাক bbox=[612, 1196, 791, 1220]
classified-notice bbox=[225, 1175, 404, 1283]
classified-notice bbox=[418, 596, 598, 757]
notice-title: সংশোধিত নিয়োগ বিজ্ঞপ্তি bbox=[619, 389, 784, 407]
column-4 bbox=[606, 93, 797, 2361]
notice-source: সূত্র: ১৪/০৬/২০২১ যুগান্তর bbox=[612, 951, 791, 975]
qualification-cell: স্নাতক/স্নাতকোত্তর। ক্ষুদ্র উদ্যোগ ঋণ কর্মসূচিতে শাখা ব্যবস্থাপক পদে ২ বছরের অভিজ্ঞতা। bbox=[1331, 1427, 1546, 1463]
notice-body: সরকারি বিধিমোতাবেক যাদবপুর দাখিল মাদ্রাসা, ডাকঘর-খয়েরবাড়ী, উপজেলা-কালিয়া, জেলা-নড়াইলের জন্য সুপার, সহকারী মৌলভী ও জনবল কাঠামো অনুযায়ী শিক্ষক নিয়োগ করা হবে। bbox=[612, 248, 791, 351]
count-cell: ৩০ জন bbox=[1286, 1376, 1331, 1427]
count-cell: ৭০ জন bbox=[1286, 1325, 1331, 1376]
notice-body: সরকারি বিধিমোতাবেক সর্বশেষ জনবল কাঠামো ও এমপিও নীতিমালা অনুযায়ী জুনিয়র ইসলামিয়া দাখিল মাদ্রাসায় নতুন হারে, উপজেলা দর্শনা, চুয়াডাঙ্গা এর জন্য নিম্নবর্ণিত শূন্য পদে একজন কম্পিউটার ডেমনস্ট্রেটর নিয়োগ দেওয়া হবে। bbox=[225, 266, 404, 404]
qualification-cell: স্নাতকোত্তর। সমপর্যায়ে ৩ বছরের অভিজ্ঞতা। bbox=[1331, 1623, 1546, 1674]
qualification-cell: স্নাতক/স্নাতকোত্তর (অ্যাকাউন্টিং/ফিন্যান্স/ম্যানেজমেন্ট)। ক্ষুদ্রঋণ কার্যক্রমে অ্যাকাউন্টেন্ট হিসেবে অভিজ্ঞতা থাকতে হবে। bbox=[1331, 1325, 1546, 1376]
count-cell: ১০ জন bbox=[1286, 1572, 1331, 1623]
notice-body: সরকারি বিধিমোতাবেক সোনারগাঁও উপজেলা-দেবীগঞ্জ, পঞ্চগড় জেলার একজন শিক্ষক নিয়োগ করা হবে। আগ্রহী প্রার্থীকে নির্ধারিত ফরমে দরখাস্ত করতে হবে। দরখাস্তের সাথে সকল সনদপত্রের সত্যায়িত কপি সংযুক্ত করতে হবে। bbox=[32, 768, 211, 889]
tower-ad bbox=[801, 93, 978, 316]
classified-notice bbox=[612, 134, 791, 214]
classified-notice bbox=[225, 1009, 404, 1170]
count-cell: ৪০০ জন bbox=[1286, 1237, 1331, 1303]
count-cell: ৫০ জন bbox=[1286, 1696, 1331, 1747]
notice-title: নিয়োগ বিজ্ঞপ্তি bbox=[459, 248, 557, 267]
notice-title: নিয়োগ বিজ্ঞপ্তি bbox=[72, 742, 170, 760]
classified-notice bbox=[612, 850, 791, 975]
table-row bbox=[1176, 1623, 1547, 1674]
classified-notice bbox=[32, 353, 211, 532]
notice-title: নিয়োগ বিজ্ঞপ্তি bbox=[459, 432, 557, 451]
notice-body: জনবল কাঠামো ও এমপিও নীতিমালা-২০১৮ (২০ নভেম্বর ২০২০ পর্যন্ত সংশোধিত) অনুযায়ী নিম্নবর্ণিত পদে প্রার্থী নিয়োগ করা হবে। bbox=[612, 730, 791, 815]
notice-body: সরকারি বিধি মোতাবেক জনবল কাঠামো ও এমপিও নীতিমালা-২০২১ অনুযায়ী বাবুরহাট মহাবিদ্যালয়, ডাকঘর ঢাকা, টাঙ্গাইল জেলার জন্য নিম্নবর্ণিত শূন্য পদে লোক নিয়োগ করা হবে। bbox=[612, 415, 791, 518]
table-header: নং, পদের নাম, বেতন bbox=[1176, 1180, 1287, 1216]
warning-notice bbox=[801, 2092, 1162, 2374]
